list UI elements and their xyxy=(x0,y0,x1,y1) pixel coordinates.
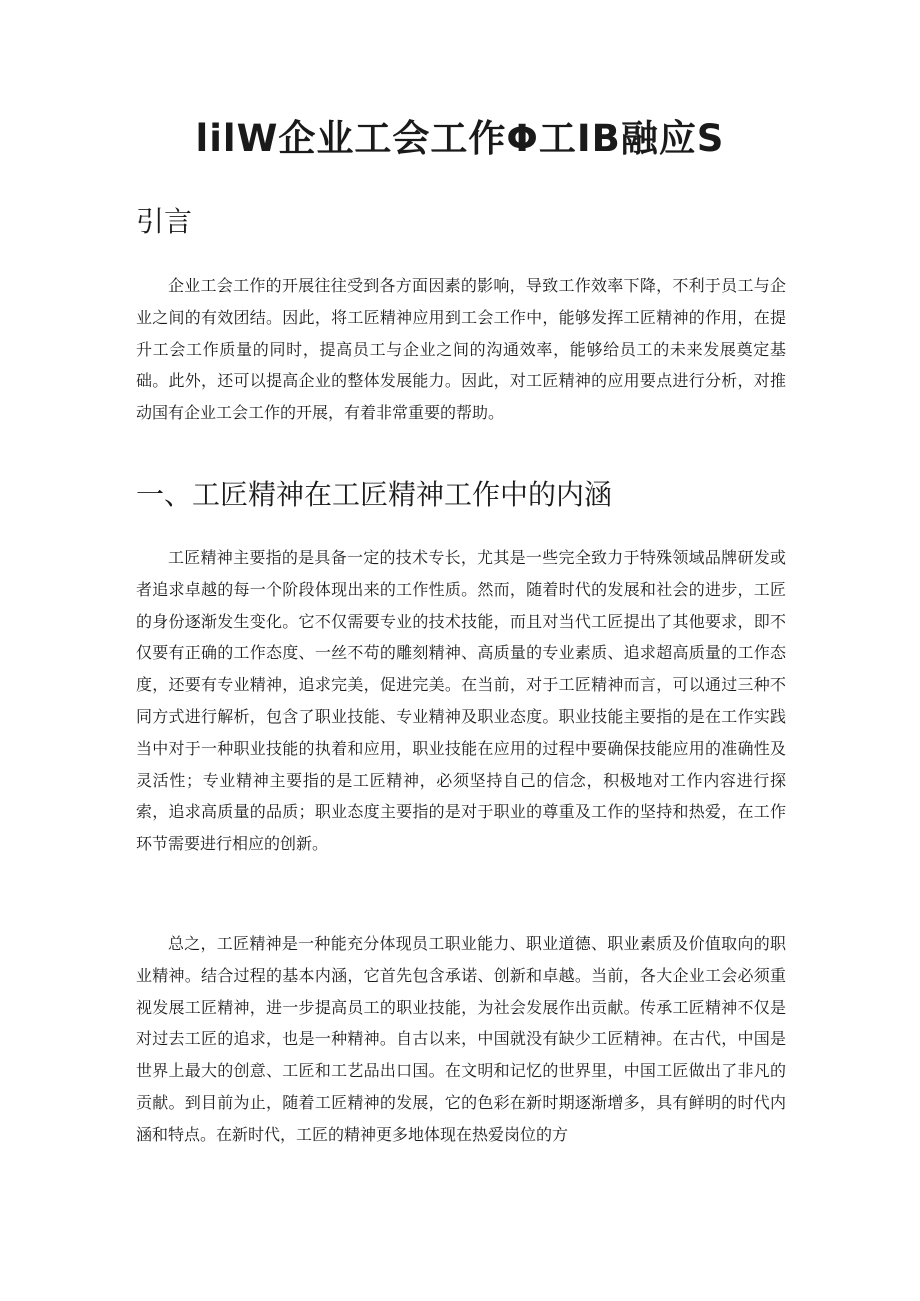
paragraph-craftsman-definition: 工匠精神主要指的是具备一定的技术专长，尤其是一些完全致力于特殊领域品牌研发或者追求卓越的每一个阶段体现出来的工作性质。然而，随着时代的发展和社会的进步，工匠的身份逐渐发生变化。它不仅需要专业的技术技能，而且对当代工匠提出了其他要求，即不仅要有正确的工作态度、一丝不苟的雕刻精神、高质量的专业素质、追求超高质量的工作态度，还要有专业精神，追求完美，促进完美。在当前，对于工匠精神而言，可以通过三种不同方式进行解析，包含了职业技能、专业精神及职业态度。职业技能主要指的是在工作实践当中对于一种职业技能的执着和应用，职业技能在应用的过程中要确保技能应用的准确性及灵活性；专业精神主要指的是工匠精神，必须坚持自己的信念，积极地对工作内容进行探索，追求高质量的品质；职业态度主要指的是对于职业的尊重及工作的坚持和热爱，在工作环节需要进行相应的创新。 xyxy=(136,548,786,854)
paragraph-craftsman-summary: 总之，工匠精神是一种能充分体现员工职业能力、职业道德、职业素质及价值取向的职业精神。结合过程的基本内涵，它首先包含承诺、创新和卓越。当前，各大企业工会必须重视发展工匠精神，进一步提高员工的职业技能，为社会发展作出贡献。传承工匠精神不仅是对过去工匠的追求，也是一种精神。自古以来，中国就没有缺少工匠精神。在古代，中国是世界上最大的创意、工匠和工艺品出口国。在文明和记忆的世界里，中国工匠做出了非凡的贡献。到目前为止，随着工匠精神的发展，它的色彩在新时期逐渐增多，具有鲜明的时代内涵和特点。在新时代，工匠的精神更多地体现在热爱岗位的方 xyxy=(136,934,786,1144)
document-title: lilW企业工会工作Φ工IB融应S xyxy=(195,117,725,160)
section-heading-introduction: 引言 xyxy=(136,205,193,238)
section-heading-craftsman-spirit: 一、工匠精神在工匠精神工作中的内涵 xyxy=(136,478,613,511)
paragraph-introduction: 企业工会工作的开展往往受到各方面因素的影响，导致工作效率下降，不利于员工与企业之间的有效团结。因此，将工匠精神应用到工会工作中，能够发挥工匠精神的作用，在提升工会工作质量的同时，提高员工与企业之间的沟通效率，能够给员工的未来发展奠定基础。此外，还可以提高企业的整体发展能力。因此，对工匠精神的应用要点进行分析，对推动国有企业工会工作的开展，有着非常重要的帮助。 xyxy=(136,276,786,423)
